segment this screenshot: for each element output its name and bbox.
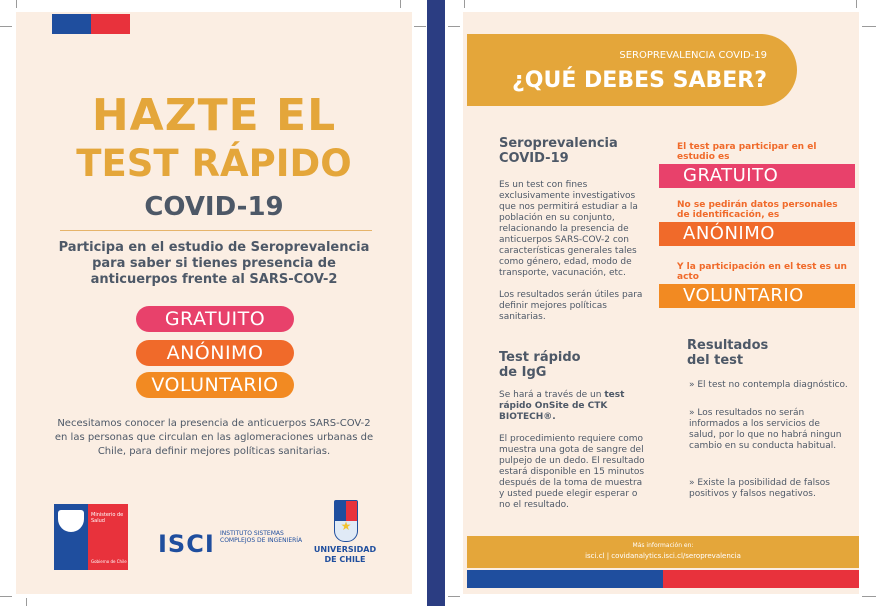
- crop-mark: [856, 0, 857, 8]
- gobierno-label: Gobierno de Chile: [91, 559, 127, 564]
- crop-mark: [414, 26, 426, 27]
- gratuito-bar: GRATUITO: [659, 164, 855, 188]
- resultados-utiles-text: Los resultados serán útiles para definir mejores políticas sanitarias.: [499, 290, 643, 322]
- crop-mark: [448, 26, 460, 27]
- title-hazte-el: HAZTE EL: [91, 90, 337, 141]
- banner-subtitle: SEROPREVALENCIA COVID-19: [619, 50, 767, 61]
- seroprevalencia-text: Es un test con fines exclusivamente investigativos que nos permitirá estudiar a la población en su conjunto, relacionando la presencia de anticuerpos SARS-COV-2 con características generales tales como género, edad, modo de transporte, vacunación, etc.: [499, 180, 638, 278]
- seroprevalencia-heading: Seroprevalencia COVID-19: [499, 136, 618, 166]
- footer-bar: [467, 536, 859, 568]
- ministerio-salud-logo: [54, 504, 128, 570]
- voluntario-label: Y la participación en el test es un acto: [677, 262, 847, 282]
- crop-mark: [862, 596, 876, 597]
- left-page: [16, 12, 412, 594]
- resultado-bullet: » El test no contempla diagnóstico.: [689, 380, 848, 390]
- page-divider: [427, 0, 445, 606]
- voluntario-bar: VOLUNTARIO: [659, 284, 855, 308]
- participa-text: Participa en el estudio de Seroprevalencia para saber si tienes presencia de anticuerpos frente al SARS-COV-2: [58, 240, 370, 287]
- procedimiento-text: El procedimiento requiere como muestra una gota de sangre del pulpejo de un dedo. El resultado estará disponible en 15 minutos después de la toma de muestra y usted puede elegir esperar o no el resultado.: [499, 434, 645, 510]
- crop-mark: [400, 0, 401, 8]
- resultados-heading: Resultados del test: [687, 338, 769, 368]
- crop-mark: [0, 596, 12, 597]
- crop-mark: [26, 598, 27, 606]
- crop-mark: [16, 0, 17, 8]
- crop-mark: [464, 0, 465, 8]
- header-banner: [467, 34, 797, 106]
- test-rapido-text: Se hará a través de un test rápido OnSite de CTK BIOTECH®.: [499, 390, 625, 422]
- crop-mark: [0, 26, 12, 27]
- pill-gratuito: GRATUITO: [136, 306, 294, 332]
- test-rapido-heading: Test rápido de IgG: [499, 350, 581, 380]
- gratuito-label: El test para participar en el estudio es: [677, 142, 817, 162]
- uchile-crest-icon: ★: [334, 500, 358, 542]
- isci-logo: ISCI: [158, 530, 215, 558]
- isci-subtitle: INSTITUTO SISTEMAS COMPLEJOS DE INGENIERÍA: [220, 530, 303, 544]
- footer-mas-info: Más información en:: [632, 542, 694, 549]
- pill-anonimo: ANÓNIMO: [136, 340, 294, 366]
- resultado-bullet: » Existe la posibilidad de falsos positivos y falsos negativos.: [689, 478, 830, 499]
- ministerio-label: Ministerio de Salud: [91, 512, 124, 524]
- footer-url: isci.cl | covidanalytics.isci.cl/seroprevalencia: [585, 552, 741, 560]
- divider-line: [60, 230, 372, 231]
- anonimo-bar: ANÓNIMO: [659, 222, 855, 246]
- right-page: [463, 12, 859, 594]
- title-test-rapido: TEST RÁPIDO: [76, 142, 352, 185]
- resultado-bullet: » Los resultados no serán informados a los servicios de salud, por lo que no habrá ningun cambio en su conducta habitual.: [689, 408, 842, 451]
- banner-title: ¿QUÉ DEBES SABER?: [512, 68, 767, 93]
- flag-stripe: [52, 14, 130, 34]
- pill-voluntario: VOLUNTARIO: [136, 372, 294, 398]
- anonimo-label: No se pedirán datos personales de identificación, es: [677, 200, 838, 220]
- necesitamos-text: Necesitamos conocer la presencia de anticuerpos SARS-COV-2 en las personas que circulan en las aglomeraciones urbanas de Chile, para definir mejores políticas sanitarias.: [54, 418, 374, 457]
- crop-mark: [862, 26, 876, 27]
- flag-stripe: [467, 570, 859, 588]
- title-covid: COVID-19: [144, 192, 284, 222]
- crop-mark: [448, 596, 460, 597]
- coat-of-arms-icon: [58, 510, 84, 532]
- uchile-label: UNIVERSIDAD DE CHILE: [313, 545, 377, 564]
